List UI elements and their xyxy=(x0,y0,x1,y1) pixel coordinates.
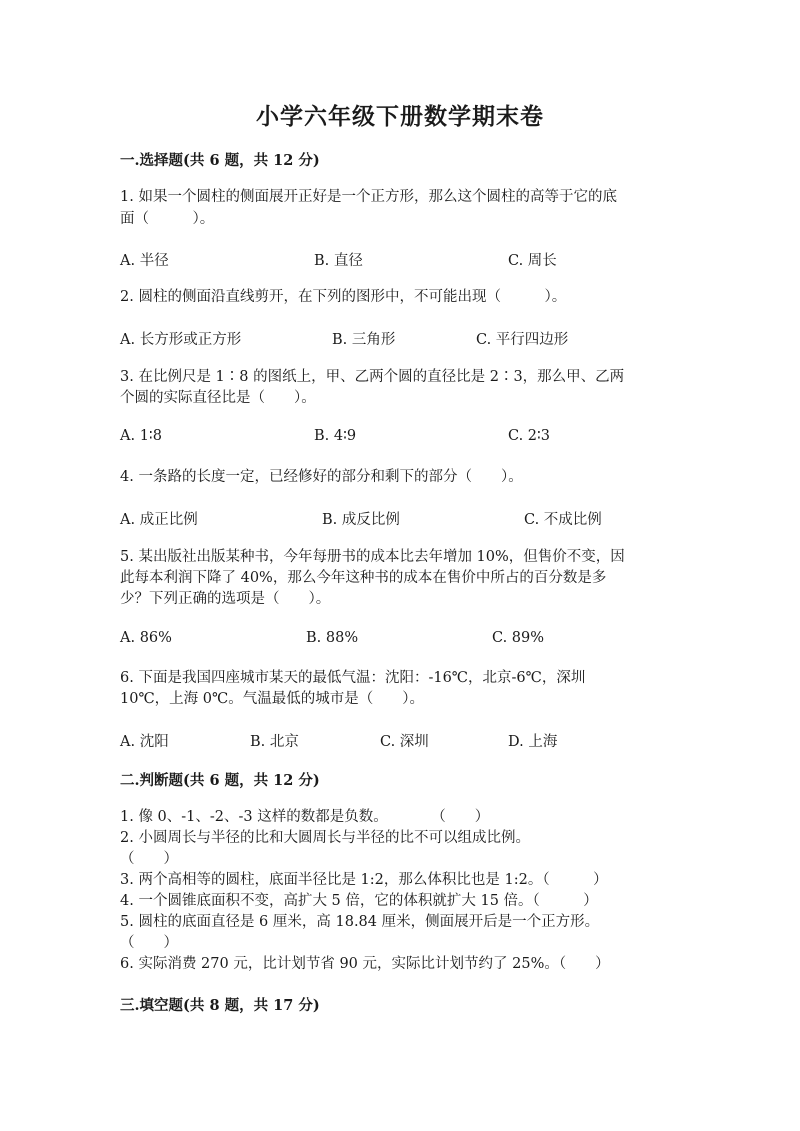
judgment-line-2: 2. 小圆周长与半径的比和大圆周长与半径的比不可以组成比例。 xyxy=(120,830,530,846)
question-6-line-2: 10℃，上海 0℃。气温最低的城市是（ ）。 xyxy=(120,691,424,707)
question-6-option-d: D. 上海 xyxy=(508,734,558,750)
judgment-line-4: 3. 两个高相等的圆柱，底面半径比是 1:2，那么体积比也是 1:2。（ ） xyxy=(120,872,608,888)
question-4-option-b: B. 成反比例 xyxy=(322,512,400,528)
section-heading-true-false: 二.判断题(共 6 题，共 12 分) xyxy=(120,772,320,789)
question-4-option-c: C. 不成比例 xyxy=(524,512,602,528)
question-6-option-b: B. 北京 xyxy=(250,734,299,750)
question-1-option-c: C. 周长 xyxy=(508,253,557,269)
question-1-option-b: B. 直径 xyxy=(314,253,363,269)
question-4-line-1: 4. 一条路的长度一定，已经修好的部分和剩下的部分（ ）。 xyxy=(120,469,523,485)
question-5-option-b: B. 88% xyxy=(306,630,359,646)
judgment-line-1: 1. 像 0、-1、-2、-3 这样的数都是负数。 （ ） xyxy=(120,809,490,825)
question-5-line-3: 少？下列正确的选项是（ ）。 xyxy=(120,591,331,607)
question-6-option-c: C. 深圳 xyxy=(380,734,429,750)
question-4-option-a: A. 成正比例 xyxy=(120,512,198,528)
question-1-line-1: 1. 如果一个圆柱的侧面展开正好是一个正方形，那么这个圆柱的高等于它的底 xyxy=(120,189,617,205)
question-6-line-1: 6. 下面是我国四座城市某天的最低气温：沈阳：-16℃，北京-6℃，深圳 xyxy=(120,670,586,686)
question-1-option-a: A. 半径 xyxy=(120,253,169,269)
question-2-line-1: 2. 圆柱的侧面沿直线剪开，在下列的图形中，不可能出现（ ）。 xyxy=(120,289,567,305)
question-3-option-a: A. 1∶8 xyxy=(120,428,162,444)
judgment-line-5: 4. 一个圆锥底面积不变，高扩大 5 倍，它的体积就扩大 15 倍。（ ） xyxy=(120,893,598,909)
question-5-line-2: 此每本利润下降了 40%，那么今年这种书的成本在售价中所占的百分数是多 xyxy=(120,570,607,586)
question-5-line-1: 5. 某出版社出版某种书，今年每册书的成本比去年增加 10%，但售价不变，因 xyxy=(120,549,625,565)
judgment-line-7: （ ） xyxy=(120,935,178,951)
question-2-option-b: B. 三角形 xyxy=(332,332,396,348)
section-heading-fill-in: 三.填空题(共 8 题，共 17 分) xyxy=(120,997,320,1014)
page-title: 小学六年级下册数学期末卷 xyxy=(256,103,544,130)
question-6-option-a: A. 沈阳 xyxy=(120,734,169,750)
section-heading-choice: 一.选择题(共 6 题，共 12 分) xyxy=(120,152,320,169)
judgment-line-8: 6. 实际消费 270 元，比计划节省 90 元，实际比计划节约了 25%。（ ） xyxy=(120,956,610,972)
question-3-option-b: B. 4∶9 xyxy=(314,428,357,444)
judgment-line-3: （ ） xyxy=(120,851,178,867)
question-1-line-2: 面（ ）。 xyxy=(120,211,215,227)
question-3-option-c: C. 2∶3 xyxy=(508,428,551,444)
judgment-line-6: 5. 圆柱的底面直径是 6 厘米，高 18.84 厘米，侧面展开后是一个正方形。 xyxy=(120,914,600,930)
question-5-option-c: C. 89% xyxy=(492,630,545,646)
question-3-line-1: 3. 在比例尺是 1∶8 的图纸上，甲、乙两个圆的直径比是 2∶3，那么甲、乙两 xyxy=(120,369,625,385)
question-2-option-a: A. 长方形或正方形 xyxy=(120,332,242,348)
question-3-line-2: 个圆的实际直径比是（ ）。 xyxy=(120,390,316,406)
question-2-option-c: C. 平行四边形 xyxy=(476,332,569,348)
question-5-option-a: A. 86% xyxy=(120,630,172,646)
